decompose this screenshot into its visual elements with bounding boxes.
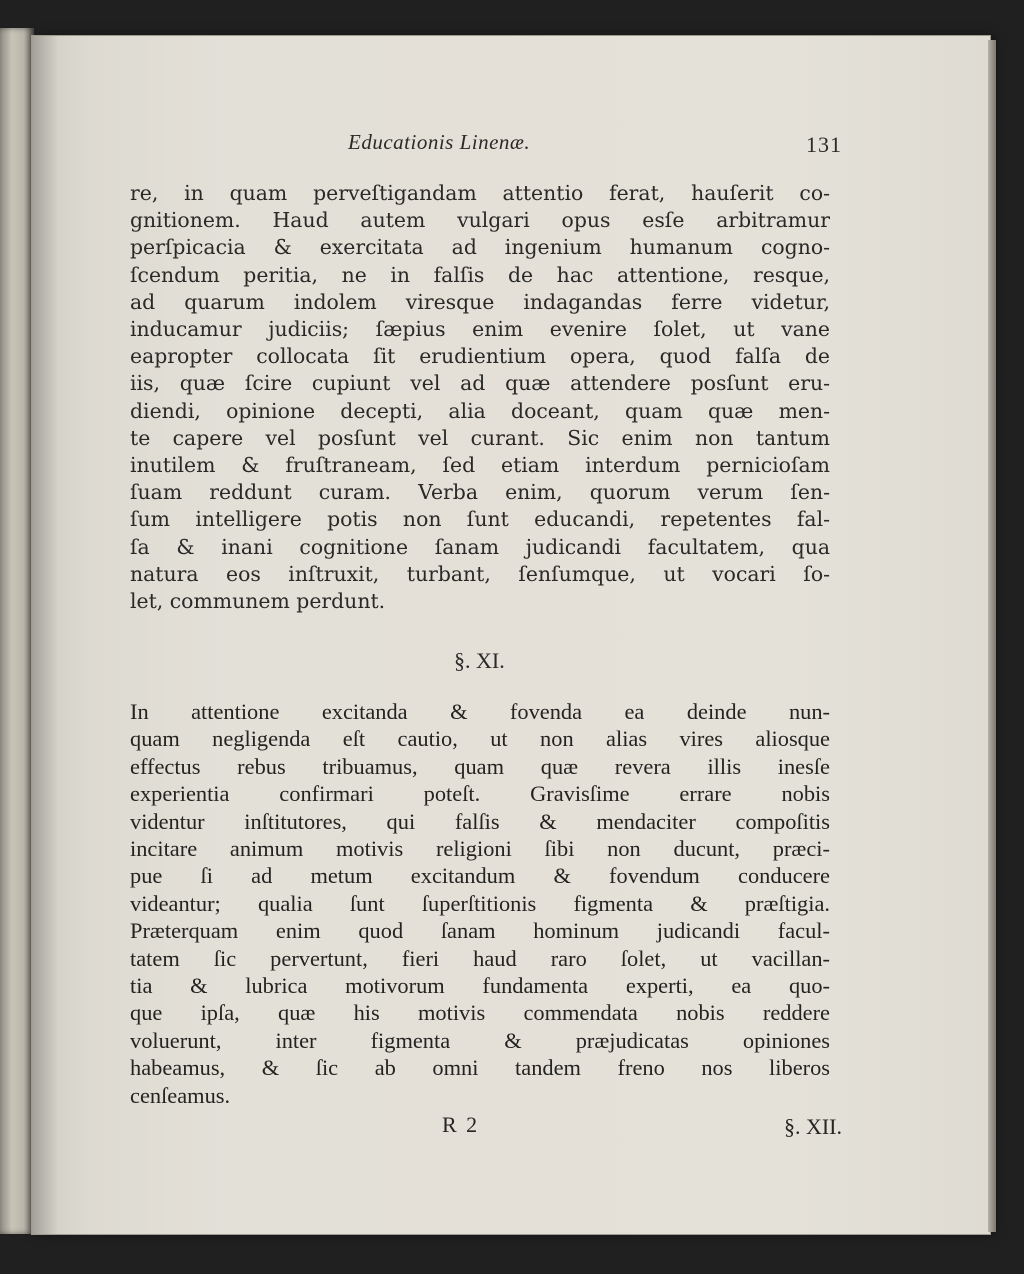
page-number: 131 (806, 132, 842, 157)
text-line: tatem ſic pervertunt, fieri haud raro ſolet, ut vacillan- (130, 945, 830, 971)
text-line: voluerunt, inter figmenta & præjudicatas opiniones (130, 1027, 830, 1053)
text-line: que ipſa, quæ his motivis commendata nobis reddere (130, 1000, 830, 1026)
catchword: §. XII. (783, 1114, 842, 1139)
text-line: videntur inſtitutores, qui falſis & mendaciter compoſitis (130, 808, 830, 834)
text-line: experientia confirmari poteſt. Gravisſime errare nobis (130, 781, 830, 807)
text-line: ſum intelligere potis non ſunt educandi, repetentes fal- (130, 507, 830, 532)
text-line: eapropter collocata ſit erudientium opera, quod falſa de (130, 344, 830, 369)
text-line: te capere vel posſunt vel curant. Sic enim non tantum (130, 425, 830, 450)
running-head: Educationis Linenæ. (348, 130, 531, 154)
text-line: diendi, opinione decepti, alia doceant, quam quæ men- (130, 398, 830, 423)
text-line: natura eos inſtruxit, turbant, ſenſumque, ut vocari ſo- (130, 561, 830, 586)
facing-page-edge (0, 28, 34, 1234)
section-heading: §. XI. (454, 648, 505, 673)
signature-mark: R 2 (442, 1112, 480, 1137)
text-line: Præterquam enim quod ſanam hominum judicandi facul- (130, 918, 830, 944)
text-line: inducamur judiciis; ſæpius enim evenire ſolet, ut vane (130, 317, 830, 342)
text-line: re, in quam perveſtigandam attentio ferat, hauſerit co- (130, 181, 830, 205)
text-line: effectus rebus tribuamus, quam quæ revera illis inesſe (130, 753, 830, 779)
text-line: In attentione excitanda & fovenda ea deinde nun- (130, 699, 830, 724)
text-line: pue ſi ad metum excitandum & fovendum conducere (130, 863, 830, 889)
text-line: perſpicacia & exercitata ad ingenium humanum cogno- (130, 235, 830, 260)
text-line: quam negligenda eſt cautio, ut non alias vires aliosque (130, 726, 830, 752)
page-fore-edge (988, 40, 996, 1232)
paragraph-section-xi (130, 698, 830, 1109)
text-line: let, communem perdunt. (130, 589, 386, 614)
text-line: ſcendum peritia, ne in falſis de hac attentione, resque, (130, 262, 830, 287)
paragraph-continued (130, 180, 830, 615)
page-footer (130, 1108, 842, 1142)
text-line: ſuam reddunt curam. Verba enim, quorum verum ſen- (130, 480, 830, 505)
text-line: habeamus, & ſic ab omni tandem freno nos liberos (130, 1055, 830, 1081)
text-line: inutilem & fruſtraneam, ſed etiam interdum pernicioſam (130, 453, 830, 478)
page-header (130, 118, 842, 158)
text-line: incitare animum motivis religioni ſibi non ducunt, præci- (130, 836, 830, 862)
text-line: videantur; qualia ſunt ſuperſtitionis figmenta & præſtigia. (130, 890, 830, 916)
text-line: iis, quæ ſcire cupiunt vel ad quæ attendere posſunt eru- (130, 371, 830, 396)
text-line: tia & lubrica motivorum fundamenta experti, ea quo- (130, 973, 830, 999)
text-line: ſa & inani cognitione ſanam judicandi facultatem, qua (130, 534, 830, 559)
text-line: gnitionem. Haud autem vulgari opus esſe arbitramur (130, 208, 830, 233)
text-line: cenſeamus. (130, 1082, 231, 1108)
text-line: ad quarum indolem viresque indagandas ferre videtur, (130, 289, 830, 314)
